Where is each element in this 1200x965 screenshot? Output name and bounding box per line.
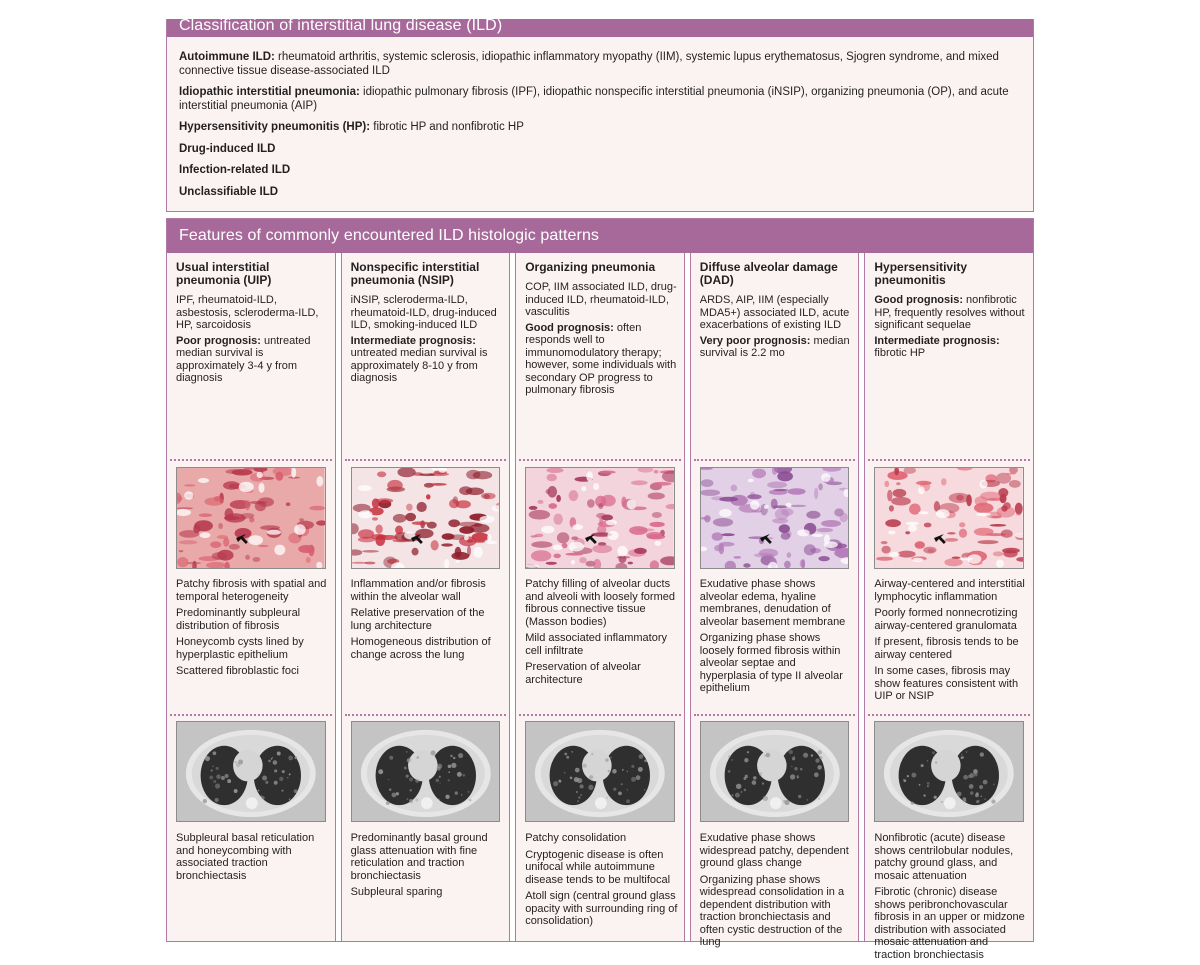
- section-divider: [694, 459, 856, 461]
- histology-findings: [700, 578, 853, 699]
- prognosis-label: Very poor prognosis:: [699, 334, 811, 347]
- section-divider: [170, 714, 332, 716]
- ct-findings: [700, 832, 853, 953]
- ct-scan-image: [352, 722, 500, 821]
- pattern-title: Usual interstitial pneumonia (UIP): [176, 260, 272, 287]
- ct-findings: [525, 832, 678, 932]
- section-divider: [694, 714, 856, 716]
- features-panel: [166, 218, 1034, 961]
- pattern-title: Organizing pneumonia: [525, 260, 656, 274]
- prognosis-detail: often responds well to immunomodulatory therapy; however, some individuals with secondary OP progress to pulmonary fibrosis: [525, 321, 677, 396]
- section-divider: [868, 459, 1030, 461]
- histology-image: [525, 467, 675, 569]
- section-divider: [345, 714, 507, 716]
- classification-item-label: Infection-related ILD: [179, 164, 291, 176]
- classification-item: [179, 186, 1021, 200]
- classification-panel: [166, 19, 1034, 212]
- ct-finding: Subpleural sparing: [350, 886, 443, 898]
- histology-finding: If present, fibrosis tends to be airway centered: [874, 636, 1019, 661]
- column-summary: [874, 261, 1027, 363]
- histology-finding: In some cases, fibrosis may show features consistent with UIP or NSIP: [874, 665, 1019, 702]
- histology-findings: [176, 578, 329, 682]
- histology-micrograph: [526, 468, 674, 568]
- histology-finding: Predominantly subpleural distribution of fibrosis: [176, 607, 301, 632]
- ct-image: [874, 721, 1024, 822]
- histology-finding: Homogeneous distribution of change across the lung: [350, 636, 491, 661]
- prognosis-label: Good prognosis:: [874, 294, 963, 306]
- prognosis: [874, 335, 1027, 360]
- ct-finding: Fibrotic (chronic) disease shows peribronchovascular fibrosis in an upper or midzone distribution with associated mosaic attenuation and traction bronchiectasis: [874, 886, 1025, 961]
- histology-findings: [525, 578, 678, 690]
- histology-finding: Mild associated inflammatory cell infiltrate: [525, 632, 668, 657]
- classification-item: [179, 143, 1021, 157]
- ct-image: [700, 721, 850, 822]
- ct-image: [525, 721, 675, 822]
- histology-image: [176, 467, 326, 569]
- classification-item: [179, 51, 1021, 78]
- classification-item-label: Idiopathic interstitial pneumonia:: [179, 86, 360, 98]
- column-summary: [176, 261, 329, 388]
- ct-finding: Organizing phase shows widespread consolidation in a dependent distribution with traction bronchiectasis and often cystic destruction of the lung: [699, 873, 845, 948]
- ct-finding: Nonfibrotic (acute) disease shows centrilobular nodules, patchy ground glass, and mosaic attenuation: [874, 832, 1014, 882]
- pattern-column: [690, 253, 860, 948]
- ct-image: [176, 721, 326, 822]
- histology-finding: Scattered fibroblastic foci: [176, 665, 299, 677]
- pattern-title: Diffuse alveolar damage (DAD): [699, 260, 838, 287]
- histology-image: [874, 467, 1024, 569]
- classification-item-detail: rheumatoid arthritis, systemic sclerosis, idiopathic inflammatory myopathy (IIM), systemic lupus erythematosus, Sjogren syndrome, and mixed connective tissue disease-associated ILD: [179, 51, 999, 77]
- prognosis-label: Intermediate prognosis:: [350, 334, 476, 347]
- associated-conditions: ARDS, AIP, IIM (especially MDA5+) associated ILD, acute exacerbations of existing ILD: [699, 294, 850, 331]
- ct-finding: Exudative phase shows widespread patchy, dependent ground glass change: [699, 832, 849, 869]
- column-summary: [525, 261, 678, 400]
- pattern-summary: [176, 294, 329, 385]
- pattern-summary: [874, 294, 1027, 360]
- classification-title: Classification of interstitial lung disease (ILD): [167, 19, 1033, 37]
- pattern-column: [515, 253, 685, 941]
- ct-findings: [176, 832, 329, 886]
- section-divider: [868, 714, 1030, 716]
- histology-finding: Exudative phase shows alveolar edema, hyaline membranes, denudation of alveolar basement membrane: [699, 578, 846, 628]
- histology-findings: [874, 578, 1027, 707]
- associated-conditions: IPF, rheumatoid-ILD, asbestosis, scleroderma-ILD, HP, sarcoidosis: [176, 294, 319, 331]
- ct-findings: [874, 832, 1027, 965]
- histology-finding: Airway-centered and interstitial lymphocytic inflammation: [874, 578, 1025, 603]
- pattern-summary: [700, 294, 853, 360]
- prognosis: [176, 335, 329, 385]
- prognosis: [525, 322, 678, 397]
- ct-finding: Patchy consolidation: [525, 832, 627, 844]
- histology-image: [700, 467, 850, 569]
- features-title: Features of commonly encountered ILD histologic patterns: [167, 219, 1033, 253]
- histology-micrograph: [177, 468, 325, 568]
- prognosis-detail: untreated median survival is approximately 8-10 y from diagnosis: [350, 347, 488, 384]
- prognosis: [874, 294, 1027, 332]
- histology-finding: Organizing phase shows loosely formed fibrosis within alveolar septae and hyperplasia of type II alveolar epithelium: [699, 632, 843, 694]
- ct-scan-image: [177, 722, 325, 821]
- classification-item-label: Hypersensitivity pneumonitis (HP):: [179, 121, 371, 133]
- histology-finding: Honeycomb cysts lined by hyperplastic epithelium: [176, 636, 304, 661]
- prognosis: [351, 335, 504, 385]
- classification-item-label: Unclassifiable ILD: [179, 185, 279, 198]
- associated-conditions: iNSIP, scleroderma-ILD, rheumatoid-ILD, drug-induced ILD, smoking-induced ILD: [350, 294, 497, 331]
- pattern-column: [167, 253, 336, 941]
- classification-item: [179, 86, 1021, 113]
- pattern-column: [341, 253, 511, 941]
- prognosis-detail: fibrotic HP: [874, 347, 926, 359]
- pattern-summary: [351, 294, 504, 385]
- histology-finding: Poorly formed nonnecrotizing airway-centered granulomata: [874, 607, 1018, 632]
- prognosis: [700, 335, 853, 360]
- histology-finding: Relative preservation of the lung architecture: [350, 607, 485, 632]
- histology-micrograph: [875, 468, 1023, 568]
- prognosis-label: Poor prognosis:: [176, 334, 261, 347]
- ct-finding: Predominantly basal ground glass attenuation with fine reticulation and traction bronchiectasis: [350, 832, 488, 882]
- section-divider: [345, 459, 507, 461]
- section-divider: [519, 459, 681, 461]
- pattern-summary: [525, 281, 678, 397]
- column-summary: [700, 261, 853, 363]
- histology-finding: Inflammation and/or fibrosis within the alveolar wall: [350, 578, 486, 603]
- ct-scan-image: [875, 722, 1023, 821]
- prognosis-detail: nonfibrotic HP, frequently resolves without significant sequelae: [874, 294, 1025, 331]
- histology-finding: Patchy filling of alveolar ducts and alveoli with loosely formed fibrous connective tissue (Masson bodies): [525, 578, 675, 628]
- classification-item: [179, 164, 1021, 178]
- ct-finding: Subpleural basal reticulation and honeycombing with associated traction bronchiectasis: [176, 832, 315, 882]
- section-divider: [519, 714, 681, 716]
- prognosis-detail: untreated median survival is approximately 3-4 y from diagnosis: [176, 334, 311, 384]
- ct-finding: Cryptogenic disease is often unifocal while autoimmune disease tends to be multifocal: [525, 848, 671, 886]
- histology-findings: [351, 578, 504, 665]
- associated-conditions: COP, IIM associated ILD, drug-induced ILD, rheumatoid-ILD, vasculitis: [525, 281, 677, 318]
- ct-finding: Atoll sign (central ground glass opacity with surrounding ring of consolidation): [525, 890, 678, 927]
- prognosis-detail: median survival is 2.2 mo: [699, 334, 850, 359]
- prognosis-label: Good prognosis:: [525, 321, 614, 334]
- classification-item-detail: fibrotic HP and nonfibrotic HP: [370, 121, 524, 133]
- ct-findings: [351, 832, 504, 903]
- pattern-column: [864, 253, 1033, 961]
- pattern-title: Nonspecific interstitial pneumonia (NSIP): [350, 260, 480, 287]
- pattern-columns: [167, 253, 1033, 961]
- classification-item: [179, 121, 1021, 135]
- ct-scan-image: [701, 722, 849, 821]
- classification-item-detail: idiopathic pulmonary fibrosis (IPF), idiopathic nonspecific interstitial pneumonia (iNSIP), organizing pneumonia (OP), and acute interstitial pneumonia (AIP): [179, 86, 1009, 112]
- column-summary: [351, 261, 504, 388]
- section-divider: [170, 459, 332, 461]
- histology-micrograph: [352, 468, 500, 568]
- pattern-title: Hypersensitivity pneumonitis: [874, 260, 968, 287]
- ct-scan-image: [526, 722, 674, 821]
- classification-list: [167, 37, 1033, 199]
- classification-item-label: Drug-induced ILD: [179, 142, 276, 155]
- classification-item-label: Autoimmune ILD:: [179, 51, 275, 63]
- prognosis-label: Intermediate prognosis:: [874, 334, 1000, 347]
- histology-micrograph: [701, 468, 849, 568]
- histology-finding: Preservation of alveolar architecture: [525, 661, 641, 686]
- ct-image: [351, 721, 501, 822]
- histology-finding: Patchy fibrosis with spatial and temporal heterogeneity: [176, 578, 327, 603]
- histology-image: [351, 467, 501, 569]
